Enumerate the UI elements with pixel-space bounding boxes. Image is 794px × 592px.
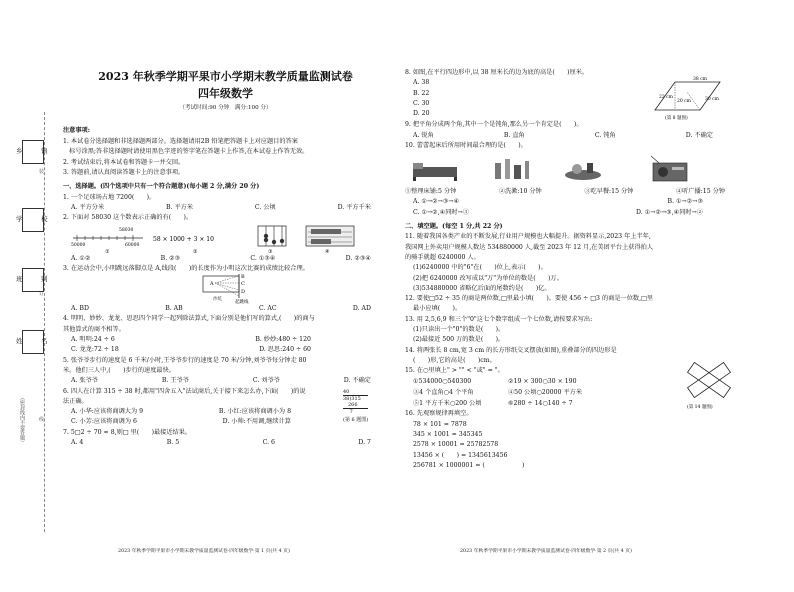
option-c[interactable]: C. 刘爷爷: [252, 377, 280, 385]
question-6-options-row2: [63, 417, 291, 427]
routine-item: ③吃早餐:15 分钟: [584, 188, 634, 196]
fig-label: 50000: [71, 242, 86, 248]
fig-label: ④: [325, 248, 330, 254]
question-10-items: [405, 187, 725, 197]
option-c[interactable]: C. 龙龙:72 ÷ 18: [71, 346, 119, 354]
question-3-options: [63, 304, 371, 314]
option-c[interactable]: C. AC: [258, 305, 277, 313]
long-jump-figure: [63, 274, 383, 304]
question-10-options-row2: [405, 208, 703, 218]
figure-caption: (第 6 题图): [343, 417, 369, 424]
option-c[interactable]: C. 6: [262, 439, 275, 447]
question-3: 3. 在运动会中,小明跳远落脚点是 A,线段( )的长度作为小明这次比赛的成绩比较合理。: [63, 264, 309, 272]
comparison-item[interactable]: ①534000○540300: [413, 377, 472, 385]
question-12-cont: 最小应填( )。: [413, 305, 462, 313]
question-4-options-row1: [63, 335, 311, 345]
option-d[interactable]: D. ①→②→③,④同时→②: [636, 208, 703, 216]
option-a[interactable]: A. ①→②→③→④: [413, 198, 460, 206]
fig-label: ①: [105, 248, 110, 254]
cut-mark: 订: [39, 291, 45, 297]
page-2: [405, 68, 735, 471]
cut-mark: 线: [39, 417, 45, 423]
fig-label: 60000: [125, 242, 140, 248]
question-10-illustrations: [405, 155, 735, 183]
question-6: 6. 四人在计算 315 ÷ 38 时,都用"四舍五入"法试商后,关于接下来怎么办,下面( )的说: [63, 387, 306, 395]
question-4: 4. 明明、妙妙、龙龙、思思四个同学一起列除法算式,下面分别是他们写的算式,( )的商与: [63, 315, 315, 323]
page-1: [63, 72, 388, 448]
option-b[interactable]: B. 直角: [503, 131, 525, 139]
option-c[interactable]: C. ①③④: [250, 254, 276, 262]
routine-pictures: [405, 155, 715, 183]
option-d[interactable]: D. ②③④: [345, 254, 371, 262]
notice-title: 注意事项:: [63, 126, 91, 134]
option-c[interactable]: C. 30: [413, 99, 430, 107]
question-10-options-row1: [405, 197, 703, 207]
option-b[interactable]: B. 妙妙:480 ÷ 120: [255, 336, 311, 344]
side-label: 30 cm: [705, 97, 719, 103]
comparison-item[interactable]: ③4 个直角○4 个平角: [413, 388, 474, 396]
question-7: 7. 5□2 ÷ 70 ≈ 8,则□ 里( )最接近结果。: [63, 428, 192, 436]
exam-info: （考试时间:90 分钟 满分:100 分）: [179, 104, 272, 111]
abacus-icon: [258, 226, 286, 246]
option-a[interactable]: A. 明明:24 ÷ 6: [71, 336, 115, 344]
option-b[interactable]: B. 22: [413, 89, 430, 97]
question-10: 10. 蕾蕾起床后所用时间最合理的是( )。: [405, 141, 527, 149]
question-1: 1. 一个足球场占地 7200( )。: [63, 193, 156, 201]
option-c[interactable]: C. 钝角: [594, 131, 616, 139]
question-11-part2: (2)把 6240000 改写成以"万"为单位的数是( )万。: [413, 274, 563, 282]
question-6-cont: 法正确。: [63, 397, 88, 405]
division-line: 266: [343, 402, 368, 409]
point-d-label: D: [241, 289, 246, 296]
name-label: 姓 名: [16, 337, 54, 345]
section-choice-title: 一、选择题。(四个选项中只有一个符合题意)(每小题 2 分,满分 20 分): [63, 183, 260, 191]
page-1-footer: 2023 年秋季学期平果市小学期末教学质量监测试卷·四年级数学·第 1 页(共 4 页): [118, 549, 290, 554]
question-16: 16. 先观察规律再填空。: [405, 410, 473, 418]
page-2-footer: 2023 年秋季学期平果市小学期末教学质量监测试卷·四年级数学·第 2 页(共 4 页): [460, 549, 632, 554]
side-label: 20 cm: [677, 99, 691, 105]
question-11: 11. 随着我国各类产业的不断发展,行业用户规模也大幅提升。据资料显示,2023 年上半年,: [405, 233, 651, 241]
option-a[interactable]: A. BD: [71, 305, 89, 313]
question-5: 5. 张爷爷步行的速度是 6 千米/小时,王爷爷步行的速度是 70 米/分钟,刘爷爷每分钟走 80: [63, 356, 307, 364]
fig-label: ③: [268, 248, 273, 254]
question-14-cont: ( )形,它的高是( )cm。: [413, 356, 496, 364]
option-d[interactable]: D. 不确定: [343, 377, 371, 385]
radio-icon: [651, 156, 687, 181]
comparison-item[interactable]: ④50 公顷○20000 平方米: [508, 388, 583, 396]
question-8: 8. 如图,在平行四边形中,以 38 厘米长的边为底的高是( )厘米。: [405, 69, 589, 76]
question-13: 13. 用 2,5,6,9 和三个"0"这七个数字组成一个七位数,请按要求写出:: [405, 315, 593, 323]
cut-mark: 装: [39, 169, 45, 175]
pattern-line: 345 × 1001 = 345345: [413, 431, 483, 439]
breakfast-icon: [565, 163, 601, 180]
exam-title: 2023 年秋季学期平果市小学期末教学质量监测试卷: [98, 70, 353, 83]
figure-caption: (第 8 题图): [665, 116, 688, 121]
bed-icon: [413, 163, 457, 181]
side-label: 38 cm: [693, 77, 707, 83]
option-c[interactable]: C. 公顷: [254, 203, 276, 211]
question-2: 2. 下面对 58030 这个数表示正确的有( )。: [63, 214, 193, 222]
question-13-part1: (1)只读出一个"0"的数是( )。: [413, 326, 505, 334]
question-4-cont: 其他算式的商不相等。: [63, 325, 125, 333]
option-b[interactable]: B. 王爷爷: [161, 377, 189, 385]
sand-pit: [203, 276, 239, 292]
question-3-figure: [63, 274, 388, 304]
section-fill-title: 二、填空题。(每空 1 分,共 22 分): [405, 223, 503, 231]
notice-line: 1. 本试卷分选择题和非选择题两部分。选择题请用2B 铅笔把答题卡上对应题目的答案: [63, 138, 298, 146]
parallelogram-figure: [645, 72, 725, 120]
option-a[interactable]: A. ①②: [71, 254, 91, 262]
routine-item: ①整理床铺:5 分钟: [405, 188, 457, 196]
question-11-cont: 我国网上外卖用户规模人数达 534880000 人,截至 2023 年 12 月,在美团平台上获得拍人: [405, 243, 654, 251]
routine-item: ④听广播:15 分钟: [675, 188, 725, 196]
takeoff-line-label: 起跳线: [235, 300, 249, 305]
option-a[interactable]: A. 平方分米: [71, 203, 105, 211]
question-11-part3: (3)534880000 省略亿后面的尾数约是( )亿。: [413, 284, 551, 292]
option-d[interactable]: D. 不确定: [685, 131, 713, 139]
township-label: 乡 镇: [16, 147, 54, 155]
option-d[interactable]: D. 平方千米: [337, 203, 371, 211]
notice-line: 标号涂黑;答非选择题时请使用黑色字迹的签字笔在答题卡上作答,在本试卷上作答无效。: [63, 148, 309, 156]
question-2-figure: [63, 224, 388, 254]
pattern-line[interactable]: 13456 × ( ) = 1345613456: [413, 451, 508, 459]
option-b[interactable]: B. ①→②→③: [667, 198, 703, 206]
question-2-options: [63, 254, 371, 264]
option-c[interactable]: C. 小芳:应该将商调为 6: [71, 418, 137, 426]
option-b[interactable]: B. AB: [165, 305, 183, 313]
question-11-part1: (1)6240000 中的"6"在( )位上,表示( )。: [413, 264, 547, 272]
option-d[interactable]: D. 小帅:不用调,继续计算: [222, 418, 291, 426]
routine-item: ②洗漱:10 分钟: [498, 188, 542, 196]
fig-label: ②: [193, 248, 198, 254]
division-line: 40: [343, 389, 350, 396]
division-line: 7: [343, 409, 353, 416]
exam-subject: 四年级数学: [198, 87, 253, 101]
option-d[interactable]: D. 7: [358, 439, 371, 447]
question-14: 14. 将两张长 8 cm,宽 3 cm 的长方形纸交叉摆放(如图),重叠部分的四边形是: [405, 346, 617, 354]
pattern-line: 2578 × 10001 = 25782578: [413, 441, 499, 449]
division-figure: [343, 389, 368, 423]
counting-frame-icon: [306, 226, 354, 246]
school-label: 学 校: [16, 215, 54, 223]
point-c-label: C: [241, 281, 245, 288]
fig-label: 58 × 1000 + 3 × 10: [153, 235, 214, 243]
comparison-item[interactable]: ⑤1 平方千米○200 公顷: [413, 400, 482, 408]
seal-line: [44, 112, 45, 532]
figure-caption: (第 14 题图): [687, 404, 713, 410]
option-a[interactable]: A. 小华:应该将商调大为 9: [71, 408, 144, 416]
option-a[interactable]: A. 4: [71, 439, 84, 447]
question-5-cont: 米。他们三人中,( )步行的速度最快。: [63, 366, 175, 374]
point-a-label: A: [210, 281, 214, 288]
comparison-item[interactable]: ⑥280 ÷ 14○140 ÷ 7: [508, 400, 573, 408]
option-b[interactable]: B. 小红:应该将商调小为 8: [218, 408, 291, 416]
question-9: 9. 把平角分成两个角,其中一个是钝角,那么另一个肯定是( )。: [405, 121, 583, 129]
option-d[interactable]: D. AD: [352, 305, 371, 313]
crossed-rectangles-figure: [681, 358, 737, 410]
notice-line: 2. 考试结束后,将本试卷和答题卡一并交回。: [63, 158, 185, 166]
question-1-options: [63, 203, 371, 213]
number-representations-figure: [63, 224, 383, 254]
notice-line: 3. 答题前,请认真阅读答题卡上的注意事项。: [63, 169, 185, 177]
question-8-body: [405, 78, 735, 120]
question-12: 12. 要使□52 ÷ 35 的商是两位数,□里最小填( )。要使 456 ÷ □3 的商是一位数,□里: [405, 295, 654, 303]
option-b[interactable]: B. 平方米: [166, 203, 194, 211]
option-a[interactable]: A. 38: [413, 79, 430, 87]
option-b[interactable]: B. ②③: [160, 254, 181, 262]
question-6-options-row1: [63, 407, 291, 417]
option-d[interactable]: D. 思思:240 ÷ 60: [259, 346, 311, 354]
option-a[interactable]: A. 锐角: [413, 131, 434, 139]
pattern-line[interactable]: 256781 × 1000001 = ( ): [413, 461, 525, 469]
question-5-options: [63, 376, 371, 386]
option-a[interactable]: A. 张爷爷: [71, 377, 98, 385]
fig-label: 58030: [119, 227, 134, 233]
class-label: 班 别: [16, 275, 54, 283]
point-b-label: B: [241, 274, 245, 281]
question-7-options: [63, 438, 371, 448]
sand-pit-label: 沙坑: [213, 297, 222, 303]
question-13-part2: (2)最接近 500 万的数是( )。: [413, 336, 505, 344]
toothbrush-cup-icon: [495, 159, 529, 179]
option-d[interactable]: D. 20: [413, 110, 430, 118]
division-line: 38)315: [343, 395, 368, 402]
side-label: 22 cm: [659, 95, 673, 101]
seal-note: （密封线内不要答题）: [19, 395, 25, 445]
option-c[interactable]: C. ①→②,④同时→③: [413, 208, 469, 216]
question-9-options: [405, 131, 713, 141]
comparison-item[interactable]: ②19 × 300○30 × 190: [508, 377, 577, 385]
question-4-options-row2: [63, 345, 311, 355]
pattern-line: 78 × 101 = 7878: [413, 420, 467, 428]
question-15: 15. 在○里填上" > "" < "或" = "。: [405, 367, 504, 375]
option-b[interactable]: B. 5: [166, 439, 180, 447]
question-11-cont: 的骑手就超 6240000 人。: [405, 253, 480, 261]
